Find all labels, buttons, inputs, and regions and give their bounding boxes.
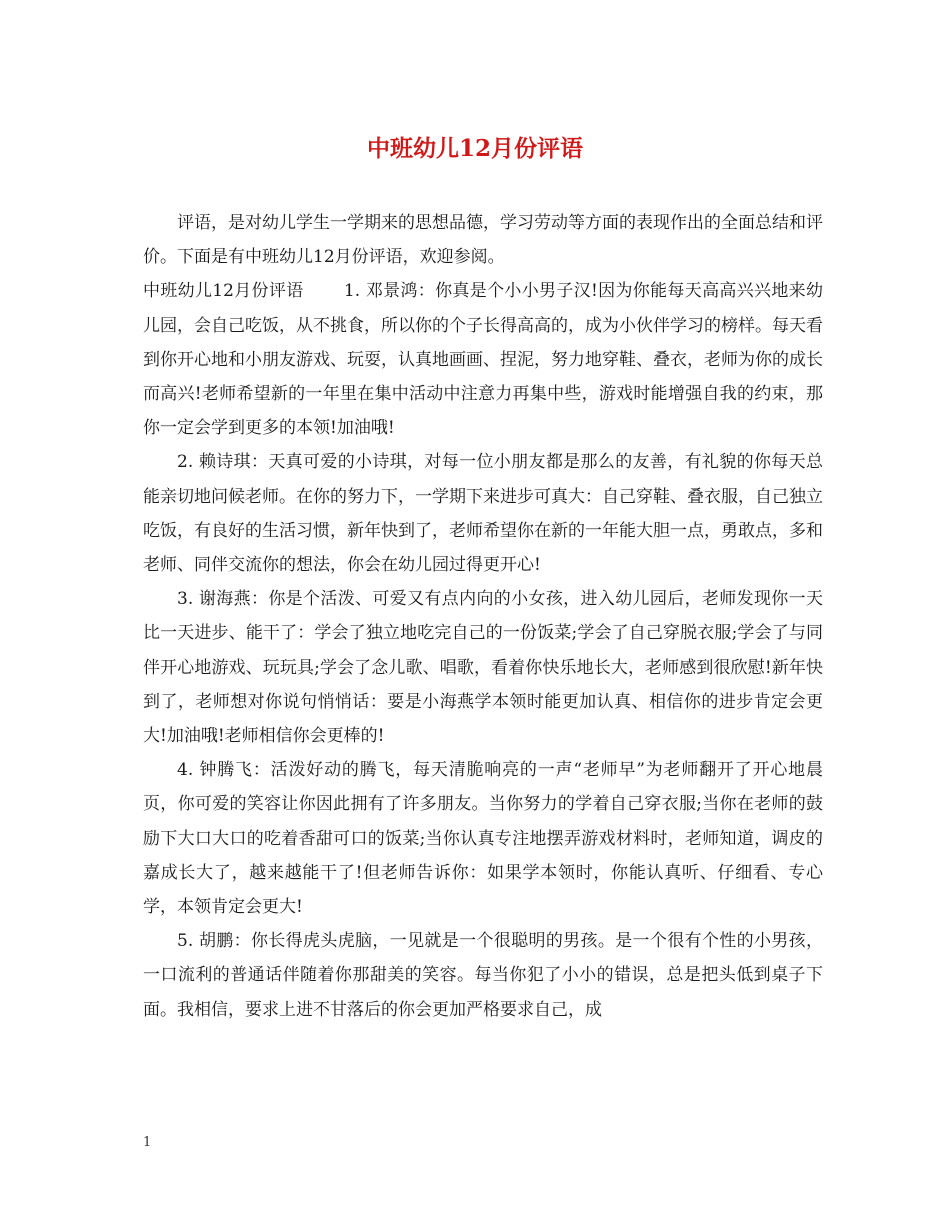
comment-paragraph-5: 5. 胡鹏：你长得虎头虎脑，一见就是一个很聪明的男孩。是一个很有个性的小男孩，一口流利的普通话伴随着你那甜美的笑容。每当你犯了小小的错误，总是把头低到桌子下面。我相信，要求上进不甘落后的你会更加严格要求自己，成 xyxy=(143,931,823,1020)
page-number: 1 xyxy=(143,1135,152,1150)
comment-paragraph-3: 3. 谢海燕：你是个活泼、可爱又有点内向的小女孩，进入幼儿园后，老师发现你一天比一天进步、能干了：学会了独立地吃完自己的一份饭菜;学会了自己穿脱衣服;学会了与同伴开心地游戏、玩玩具;学会了念儿歌、唱歌，看着你快乐地长大，老师感到很欣慰!新年快到了，老师想对你说句悄悄话：要是小海燕学本领时能更加认真、相信你的进步肯定会更大!加油哦!老师相信你会更棒的! xyxy=(143,589,823,747)
comment-paragraph-1: 中班幼儿12月份评语 1. 邓景鸿：你真是个小小男子汉!因为你能每天高高兴兴地来幼儿园，会自己吃饭，从不挑食，所以你的个子长得高高的，成为小伙伴学习的榜样。每天看到你开心地和小朋友游戏、玩耍，认真地画画、捏泥，努力地穿鞋、叠衣，老师为你的成长而高兴!老师希望新的一年里在集中活动中注意力再集中些，游戏时能增强自我的约束，那你一定会学到更多的本领!加油哦! xyxy=(143,281,823,439)
comment-paragraph-4: 4. 钟腾飞：活泼好动的腾飞，每天清脆响亮的一声“老师早”为老师翻开了开心地晨页，你可爱的笑容让你因此拥有了许多朋友。当你努力的学着自己穿衣服;当你在老师的鼓励下大口大口的吃着香甜可口的饭菜;当你认真专注地摆弄游戏材料时，老师知道，调皮的嘉成长大了，越来越能干了!但老师告诉你：如果学本领时，你能认真听、仔细看、专心学，本领肯定会更大! xyxy=(143,760,823,918)
comment-paragraph-2: 2. 赖诗琪：天真可爱的小诗琪，对每一位小朋友都是那么的友善，有礼貌的你每天总能亲切地问候老师。在你的努力下，一学期下来进步可真大：自己穿鞋、叠衣服，自己独立吃饭，有良好的生活习惯，新年快到了，老师希望你在新的一年能大胆一点，勇敢点，多和老师、同伴交流你的想法，你会在幼儿园过得更开心! xyxy=(143,452,823,576)
intro-paragraph: 评语，是对幼儿学生一学期来的思想品德，学习劳动等方面的表现作出的全面总结和评价。下面是有中班幼儿12月份评语，欢迎参阅。 xyxy=(143,213,823,268)
document-body xyxy=(143,206,823,1027)
document-title: 中班幼儿12月份评语 xyxy=(366,135,583,162)
